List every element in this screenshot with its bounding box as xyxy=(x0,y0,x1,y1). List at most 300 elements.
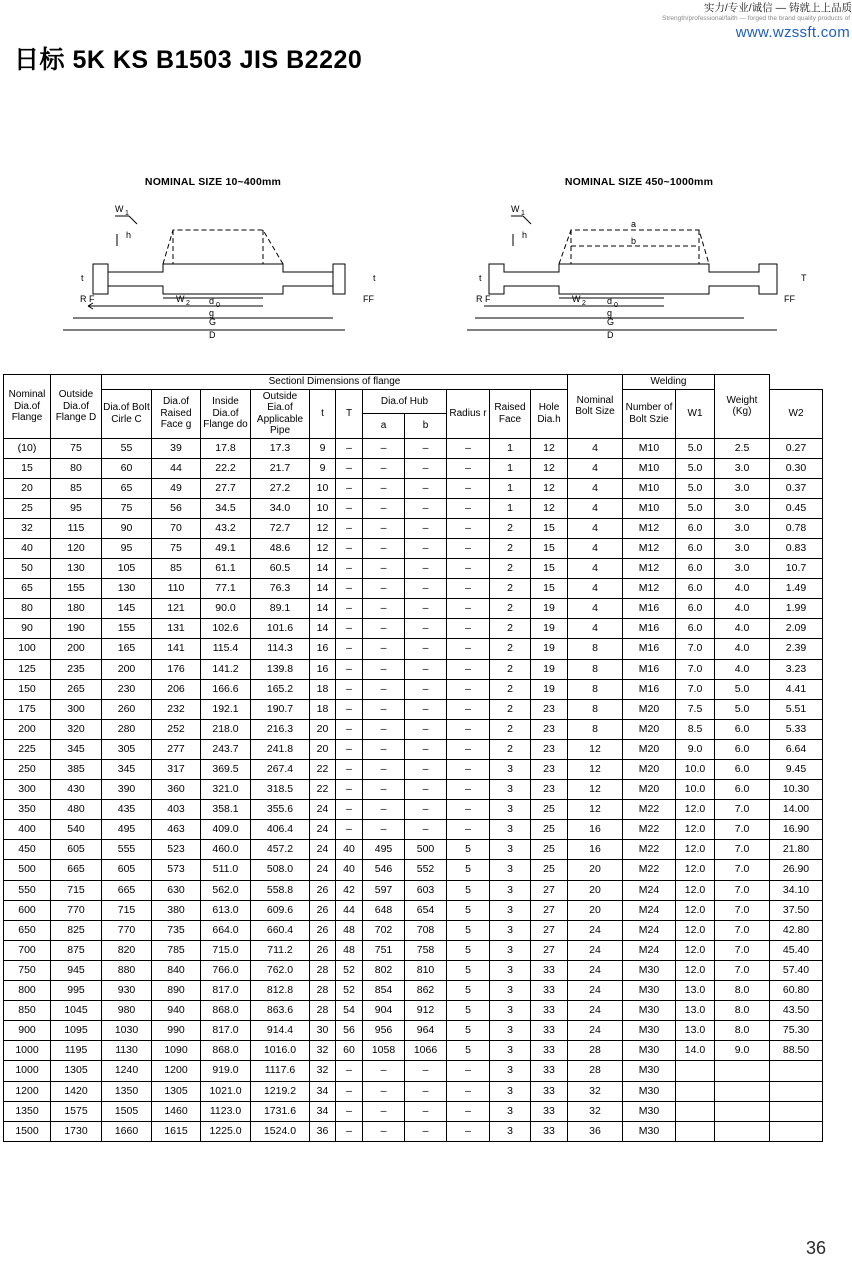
table-cell: 700 xyxy=(4,940,51,960)
table-cell: – xyxy=(447,559,490,579)
table-cell: 9 xyxy=(310,438,336,458)
table-cell: 1200 xyxy=(152,1061,201,1081)
col-hole-dia: Hole Dia.h xyxy=(531,389,568,438)
table-cell: 28 xyxy=(310,981,336,1001)
table-cell xyxy=(715,1061,770,1081)
table-cell: 8.5 xyxy=(676,719,715,739)
table-cell: 6.0 xyxy=(715,760,770,780)
svg-text:t: t xyxy=(373,273,376,283)
table-cell: 6.0 xyxy=(676,599,715,619)
table-cell: M24 xyxy=(623,940,676,960)
table-cell: 10.30 xyxy=(770,780,823,800)
table-cell: – xyxy=(363,498,405,518)
table-cell: 14.00 xyxy=(770,800,823,820)
svg-text:0: 0 xyxy=(614,302,618,309)
table-cell: 9.0 xyxy=(715,1041,770,1061)
table-cell: 6.0 xyxy=(676,579,715,599)
table-cell: – xyxy=(363,760,405,780)
table-cell: 225 xyxy=(4,739,51,759)
table-cell: 3 xyxy=(490,900,531,920)
table-cell: – xyxy=(447,619,490,639)
table-cell: 6.0 xyxy=(715,739,770,759)
table-cell: 609.6 xyxy=(251,900,310,920)
table-cell: 42 xyxy=(336,880,363,900)
table-cell: 0.30 xyxy=(770,458,823,478)
table-cell: 45.40 xyxy=(770,940,823,960)
table-cell: 5.33 xyxy=(770,719,823,739)
table-cell: – xyxy=(405,518,447,538)
table-cell: 630 xyxy=(152,880,201,900)
table-cell: 12 xyxy=(310,538,336,558)
svg-text:R F: R F xyxy=(80,294,95,304)
table-cell: 1350 xyxy=(4,1101,51,1121)
figure-small-drawing xyxy=(0,194,426,349)
table-cell: 1000 xyxy=(4,1061,51,1081)
table-row xyxy=(4,900,823,920)
table-cell: – xyxy=(405,1061,447,1081)
table-cell: 450 xyxy=(4,840,51,860)
table-cell: 3 xyxy=(490,840,531,860)
figure-large-caption: NOMINAL SIZE 450~1000mm xyxy=(564,176,714,188)
table-cell: – xyxy=(447,599,490,619)
table-cell: 460.0 xyxy=(201,840,251,860)
table-head-row-2 xyxy=(4,389,823,414)
table-cell: 930 xyxy=(102,981,152,1001)
table-cell: – xyxy=(447,518,490,538)
table-cell: 85 xyxy=(51,478,102,498)
table-cell: 840 xyxy=(152,960,201,980)
table-cell: 750 xyxy=(4,960,51,980)
table-cell: 3 xyxy=(490,1001,531,1021)
page-title: 日标 5K KS B1503 JIS B2220 xyxy=(14,46,363,74)
table-cell: 28 xyxy=(310,1001,336,1021)
table-cell: 495 xyxy=(102,820,152,840)
table-cell: 110 xyxy=(152,579,201,599)
table-cell: 770 xyxy=(102,920,152,940)
table-cell: – xyxy=(363,559,405,579)
table-cell: 758 xyxy=(405,940,447,960)
table-cell: 139.8 xyxy=(251,659,310,679)
table-cell: 2 xyxy=(490,518,531,538)
table-cell: – xyxy=(405,820,447,840)
table-head xyxy=(4,375,823,439)
table-cell: 3 xyxy=(490,1021,531,1041)
table-cell: 5 xyxy=(447,900,490,920)
table-cell: – xyxy=(447,1081,490,1101)
table-cell: 2 xyxy=(490,599,531,619)
table-cell: 6.0 xyxy=(715,719,770,739)
table-cell: 317 xyxy=(152,760,201,780)
col-number-of-bolt: Number of Bolt Szie xyxy=(623,389,676,438)
table-cell: 463 xyxy=(152,820,201,840)
table-cell: 121 xyxy=(152,599,201,619)
table-cell: M30 xyxy=(623,1021,676,1041)
table-cell: 30 xyxy=(310,1021,336,1041)
table-cell: 12 xyxy=(568,780,623,800)
svg-text:T: T xyxy=(801,273,807,283)
table-cell: 1 xyxy=(490,458,531,478)
table-cell: 16 xyxy=(568,820,623,840)
table-row xyxy=(4,1081,823,1101)
table-cell: 850 xyxy=(4,1001,51,1021)
table-cell: 2 xyxy=(490,579,531,599)
table-cell: 49 xyxy=(152,478,201,498)
table-cell xyxy=(676,1061,715,1081)
table-row xyxy=(4,1041,823,1061)
table-cell: 34 xyxy=(310,1101,336,1121)
table-cell: 7.0 xyxy=(715,800,770,820)
table-cell: 3 xyxy=(490,920,531,940)
table-cell: 12 xyxy=(531,498,568,518)
website-url[interactable]: www.wzssft.com xyxy=(735,24,850,41)
table-cell: – xyxy=(336,478,363,498)
table-cell: 200 xyxy=(51,639,102,659)
table-cell: 3 xyxy=(490,820,531,840)
table-cell: 141 xyxy=(152,639,201,659)
table-cell: 654 xyxy=(405,900,447,920)
table-row xyxy=(4,820,823,840)
table-cell: 3 xyxy=(490,1121,531,1141)
svg-text:W: W xyxy=(115,204,124,214)
page-header xyxy=(432,0,852,43)
table-cell: 115.4 xyxy=(201,639,251,659)
table-cell: 6.0 xyxy=(676,538,715,558)
table-cell: 20 xyxy=(568,900,623,920)
table-cell: 70 xyxy=(152,518,201,538)
table-cell: 206 xyxy=(152,679,201,699)
table-cell: 5.0 xyxy=(676,478,715,498)
table-cell: 817.0 xyxy=(201,981,251,1001)
table-cell: 862 xyxy=(405,981,447,1001)
col-w2: W2 xyxy=(770,389,823,438)
table-cell: 0.78 xyxy=(770,518,823,538)
table-cell: – xyxy=(363,1061,405,1081)
table-cell: 868.0 xyxy=(201,1041,251,1061)
table-cell: 8 xyxy=(568,659,623,679)
table-cell: 60.80 xyxy=(770,981,823,1001)
col-weight: Weight (Kg) xyxy=(715,375,770,439)
table-cell: 3 xyxy=(490,1041,531,1061)
table-cell: 32 xyxy=(568,1081,623,1101)
table-cell: – xyxy=(363,1121,405,1141)
table-cell: 702 xyxy=(363,920,405,940)
table-cell: 52 xyxy=(336,981,363,1001)
svg-text:t: t xyxy=(479,273,482,283)
table-cell: 250 xyxy=(4,760,51,780)
table-cell: 735 xyxy=(152,920,201,940)
table-cell: 16 xyxy=(310,659,336,679)
table-cell: 43.2 xyxy=(201,518,251,538)
table-cell: – xyxy=(405,760,447,780)
table-cell: 85 xyxy=(152,559,201,579)
table-cell xyxy=(770,1121,823,1141)
svg-text:1: 1 xyxy=(125,210,129,217)
table-cell: 32 xyxy=(310,1041,336,1061)
table-cell: – xyxy=(447,478,490,498)
table-cell: 280 xyxy=(102,719,152,739)
table-cell: 6.0 xyxy=(676,619,715,639)
table-cell: 10 xyxy=(310,498,336,518)
table-cell: 27 xyxy=(531,920,568,940)
table-cell: 12.0 xyxy=(676,900,715,920)
table-cell: 105 xyxy=(102,559,152,579)
table-cell: – xyxy=(336,458,363,478)
table-cell: – xyxy=(405,438,447,458)
table-cell: – xyxy=(363,639,405,659)
table-cell: 150 xyxy=(4,679,51,699)
table-cell: 95 xyxy=(51,498,102,518)
table-cell: – xyxy=(405,478,447,498)
table-cell: 912 xyxy=(405,1001,447,1021)
table-cell: 8 xyxy=(568,699,623,719)
table-cell: M20 xyxy=(623,739,676,759)
table-cell: – xyxy=(336,518,363,538)
table-cell: 12.0 xyxy=(676,940,715,960)
table-cell: 23 xyxy=(531,739,568,759)
table-cell: – xyxy=(363,1081,405,1101)
col-inside-dia-flange: Inside Dia.of Flange do xyxy=(201,389,251,438)
col-hub-b: b xyxy=(405,414,447,439)
table-cell: – xyxy=(405,458,447,478)
table-cell: 10.0 xyxy=(676,780,715,800)
table-cell: 940 xyxy=(152,1001,201,1021)
table-cell: – xyxy=(336,538,363,558)
table-cell: – xyxy=(336,679,363,699)
table-cell: 26.90 xyxy=(770,860,823,880)
table-cell: 176 xyxy=(152,659,201,679)
table-cell: 480 xyxy=(51,800,102,820)
table-cell: 17.3 xyxy=(251,438,310,458)
table-cell: 810 xyxy=(405,960,447,980)
table-row xyxy=(4,860,823,880)
table-cell: 6.64 xyxy=(770,739,823,759)
table-cell: 90 xyxy=(4,619,51,639)
table-cell: 1030 xyxy=(102,1021,152,1041)
table-cell: 715 xyxy=(51,880,102,900)
svg-text:h: h xyxy=(126,230,132,240)
table-cell: 54 xyxy=(336,1001,363,1021)
svg-text:g: g xyxy=(607,308,613,318)
table-cell: – xyxy=(336,780,363,800)
table-cell: – xyxy=(447,739,490,759)
svg-text:FF: FF xyxy=(363,294,374,304)
table-cell: 1130 xyxy=(102,1041,152,1061)
figure-large-sizes xyxy=(426,176,852,349)
table-cell: 32 xyxy=(4,518,51,538)
table-cell: 22.2 xyxy=(201,458,251,478)
table-cell: 3.0 xyxy=(715,478,770,498)
table-cell: – xyxy=(405,639,447,659)
table-cell: 27 xyxy=(531,940,568,960)
table-cell: 50 xyxy=(4,559,51,579)
table-cell: 990 xyxy=(152,1021,201,1041)
table-cell: – xyxy=(447,458,490,478)
svg-text:W: W xyxy=(176,294,185,304)
table-cell: 14 xyxy=(310,599,336,619)
table-cell: – xyxy=(405,579,447,599)
table-cell: 2 xyxy=(490,639,531,659)
table-cell: 57.40 xyxy=(770,960,823,980)
table-cell: 34.5 xyxy=(201,498,251,518)
table-cell: 23 xyxy=(531,780,568,800)
table-cell: 4 xyxy=(568,619,623,639)
figure-large-drawing xyxy=(426,194,852,349)
table-cell: 12 xyxy=(568,739,623,759)
table-cell: 6.0 xyxy=(676,518,715,538)
table-cell: 1.49 xyxy=(770,579,823,599)
table-cell: – xyxy=(336,699,363,719)
table-cell: – xyxy=(447,699,490,719)
table-cell: – xyxy=(336,619,363,639)
table-cell: M20 xyxy=(623,780,676,800)
table-cell: 5 xyxy=(447,960,490,980)
table-cell: M30 xyxy=(623,1121,676,1141)
table-cell: 22 xyxy=(310,760,336,780)
table-cell: – xyxy=(363,679,405,699)
table-cell: 0.37 xyxy=(770,478,823,498)
svg-text:G: G xyxy=(209,317,217,327)
table-cell: – xyxy=(405,1101,447,1121)
table-cell: 60 xyxy=(336,1041,363,1061)
table-cell: 546 xyxy=(363,860,405,880)
table-cell: 523 xyxy=(152,840,201,860)
table-cell: 61.1 xyxy=(201,559,251,579)
table-cell: 751 xyxy=(363,940,405,960)
table-cell: 825 xyxy=(51,920,102,940)
col-radius: Radius r xyxy=(447,389,490,438)
table-cell: 4.0 xyxy=(715,619,770,639)
table-cell: – xyxy=(363,579,405,599)
table-cell: 19 xyxy=(531,639,568,659)
table-cell: M24 xyxy=(623,880,676,900)
table-cell: 660.4 xyxy=(251,920,310,940)
table-cell: 500 xyxy=(405,840,447,860)
table-cell: 1045 xyxy=(51,1001,102,1021)
table-row xyxy=(4,639,823,659)
table-cell: 305 xyxy=(102,739,152,759)
table-cell: 130 xyxy=(102,579,152,599)
table-cell: – xyxy=(336,1101,363,1121)
brand-slogan-cn xyxy=(432,2,852,14)
table-cell: 4 xyxy=(568,579,623,599)
table-cell: 1095 xyxy=(51,1021,102,1041)
table-row xyxy=(4,1001,823,1021)
table-cell: 345 xyxy=(102,760,152,780)
table-cell: – xyxy=(405,679,447,699)
table-cell: 1000 xyxy=(4,1041,51,1061)
table-cell: 5.0 xyxy=(676,498,715,518)
table-cell: 232 xyxy=(152,699,201,719)
table-cell: 17.8 xyxy=(201,438,251,458)
table-cell: 555 xyxy=(102,840,152,860)
table-cell: 12 xyxy=(310,518,336,538)
table-cell: 4 xyxy=(568,559,623,579)
table-cell: 919.0 xyxy=(201,1061,251,1081)
table-cell: – xyxy=(405,538,447,558)
svg-text:2: 2 xyxy=(186,300,190,307)
table-cell: 24 xyxy=(568,940,623,960)
table-cell: 12.0 xyxy=(676,860,715,880)
table-row xyxy=(4,659,823,679)
table-cell: 358.1 xyxy=(201,800,251,820)
table-row xyxy=(4,438,823,458)
figure-small-caption: NOMINAL SIZE 10~400mm xyxy=(144,176,282,188)
table-cell: 34.10 xyxy=(770,880,823,900)
table-row xyxy=(4,1121,823,1141)
table-row xyxy=(4,840,823,860)
table-cell: 5 xyxy=(447,860,490,880)
table-cell: 90.0 xyxy=(201,599,251,619)
table-cell: 230 xyxy=(102,679,152,699)
table-cell: – xyxy=(363,780,405,800)
col-outside-dia-flange: Outside Dia.of Flange D xyxy=(51,375,102,439)
col-hub-a: a xyxy=(363,414,405,439)
table-cell: 1.99 xyxy=(770,599,823,619)
table-cell: – xyxy=(405,739,447,759)
table-cell: 36 xyxy=(568,1121,623,1141)
table-row xyxy=(4,699,823,719)
table-cell: 56 xyxy=(152,498,201,518)
table-cell: 3.0 xyxy=(715,538,770,558)
table-cell: 15 xyxy=(531,559,568,579)
table-cell: M30 xyxy=(623,1081,676,1101)
table-cell: 56 xyxy=(336,1021,363,1041)
table-cell: 26 xyxy=(310,920,336,940)
table-cell: 8.0 xyxy=(715,1001,770,1021)
table-cell: 180 xyxy=(51,599,102,619)
table-cell: 1420 xyxy=(51,1081,102,1101)
table-cell: 13.0 xyxy=(676,981,715,1001)
table-cell: 4.0 xyxy=(715,639,770,659)
table-cell: 33 xyxy=(531,960,568,980)
table-cell: 8 xyxy=(568,639,623,659)
table-cell: 4 xyxy=(568,458,623,478)
table-cell: – xyxy=(447,438,490,458)
col-dia-bolt-circle: Dia.of BoIt Cirle C xyxy=(102,389,152,438)
table-cell: 1219.2 xyxy=(251,1081,310,1101)
table-cell: 4.0 xyxy=(715,579,770,599)
table-cell xyxy=(676,1121,715,1141)
table-cell: 1350 xyxy=(102,1081,152,1101)
table-cell: 711.2 xyxy=(251,940,310,960)
table-cell: – xyxy=(363,699,405,719)
col-nominal-bolt-size: Nominal Bolt Size xyxy=(568,375,623,439)
table-cell: 33 xyxy=(531,1001,568,1021)
table-cell: 192.1 xyxy=(201,699,251,719)
table-cell: 1 xyxy=(490,438,531,458)
table-cell: M30 xyxy=(623,1041,676,1061)
table-cell: – xyxy=(447,659,490,679)
table-cell: 3 xyxy=(490,880,531,900)
table-cell: 20 xyxy=(4,478,51,498)
table-cell: 32 xyxy=(310,1061,336,1081)
table-cell: 43.50 xyxy=(770,1001,823,1021)
table-cell: 2.5 xyxy=(715,438,770,458)
table-cell: 3.0 xyxy=(715,458,770,478)
table-cell xyxy=(770,1101,823,1121)
table-cell: 964 xyxy=(405,1021,447,1041)
table-cell: 19 xyxy=(531,619,568,639)
table-cell: M22 xyxy=(623,860,676,880)
table-cell: 65 xyxy=(4,579,51,599)
table-cell: 19 xyxy=(531,659,568,679)
table-cell: 28 xyxy=(568,1061,623,1081)
table-cell: 603 xyxy=(405,880,447,900)
table-cell: 24 xyxy=(568,1021,623,1041)
table-cell: 48.6 xyxy=(251,538,310,558)
table-cell: 812.8 xyxy=(251,981,310,1001)
table-cell: 430 xyxy=(51,780,102,800)
